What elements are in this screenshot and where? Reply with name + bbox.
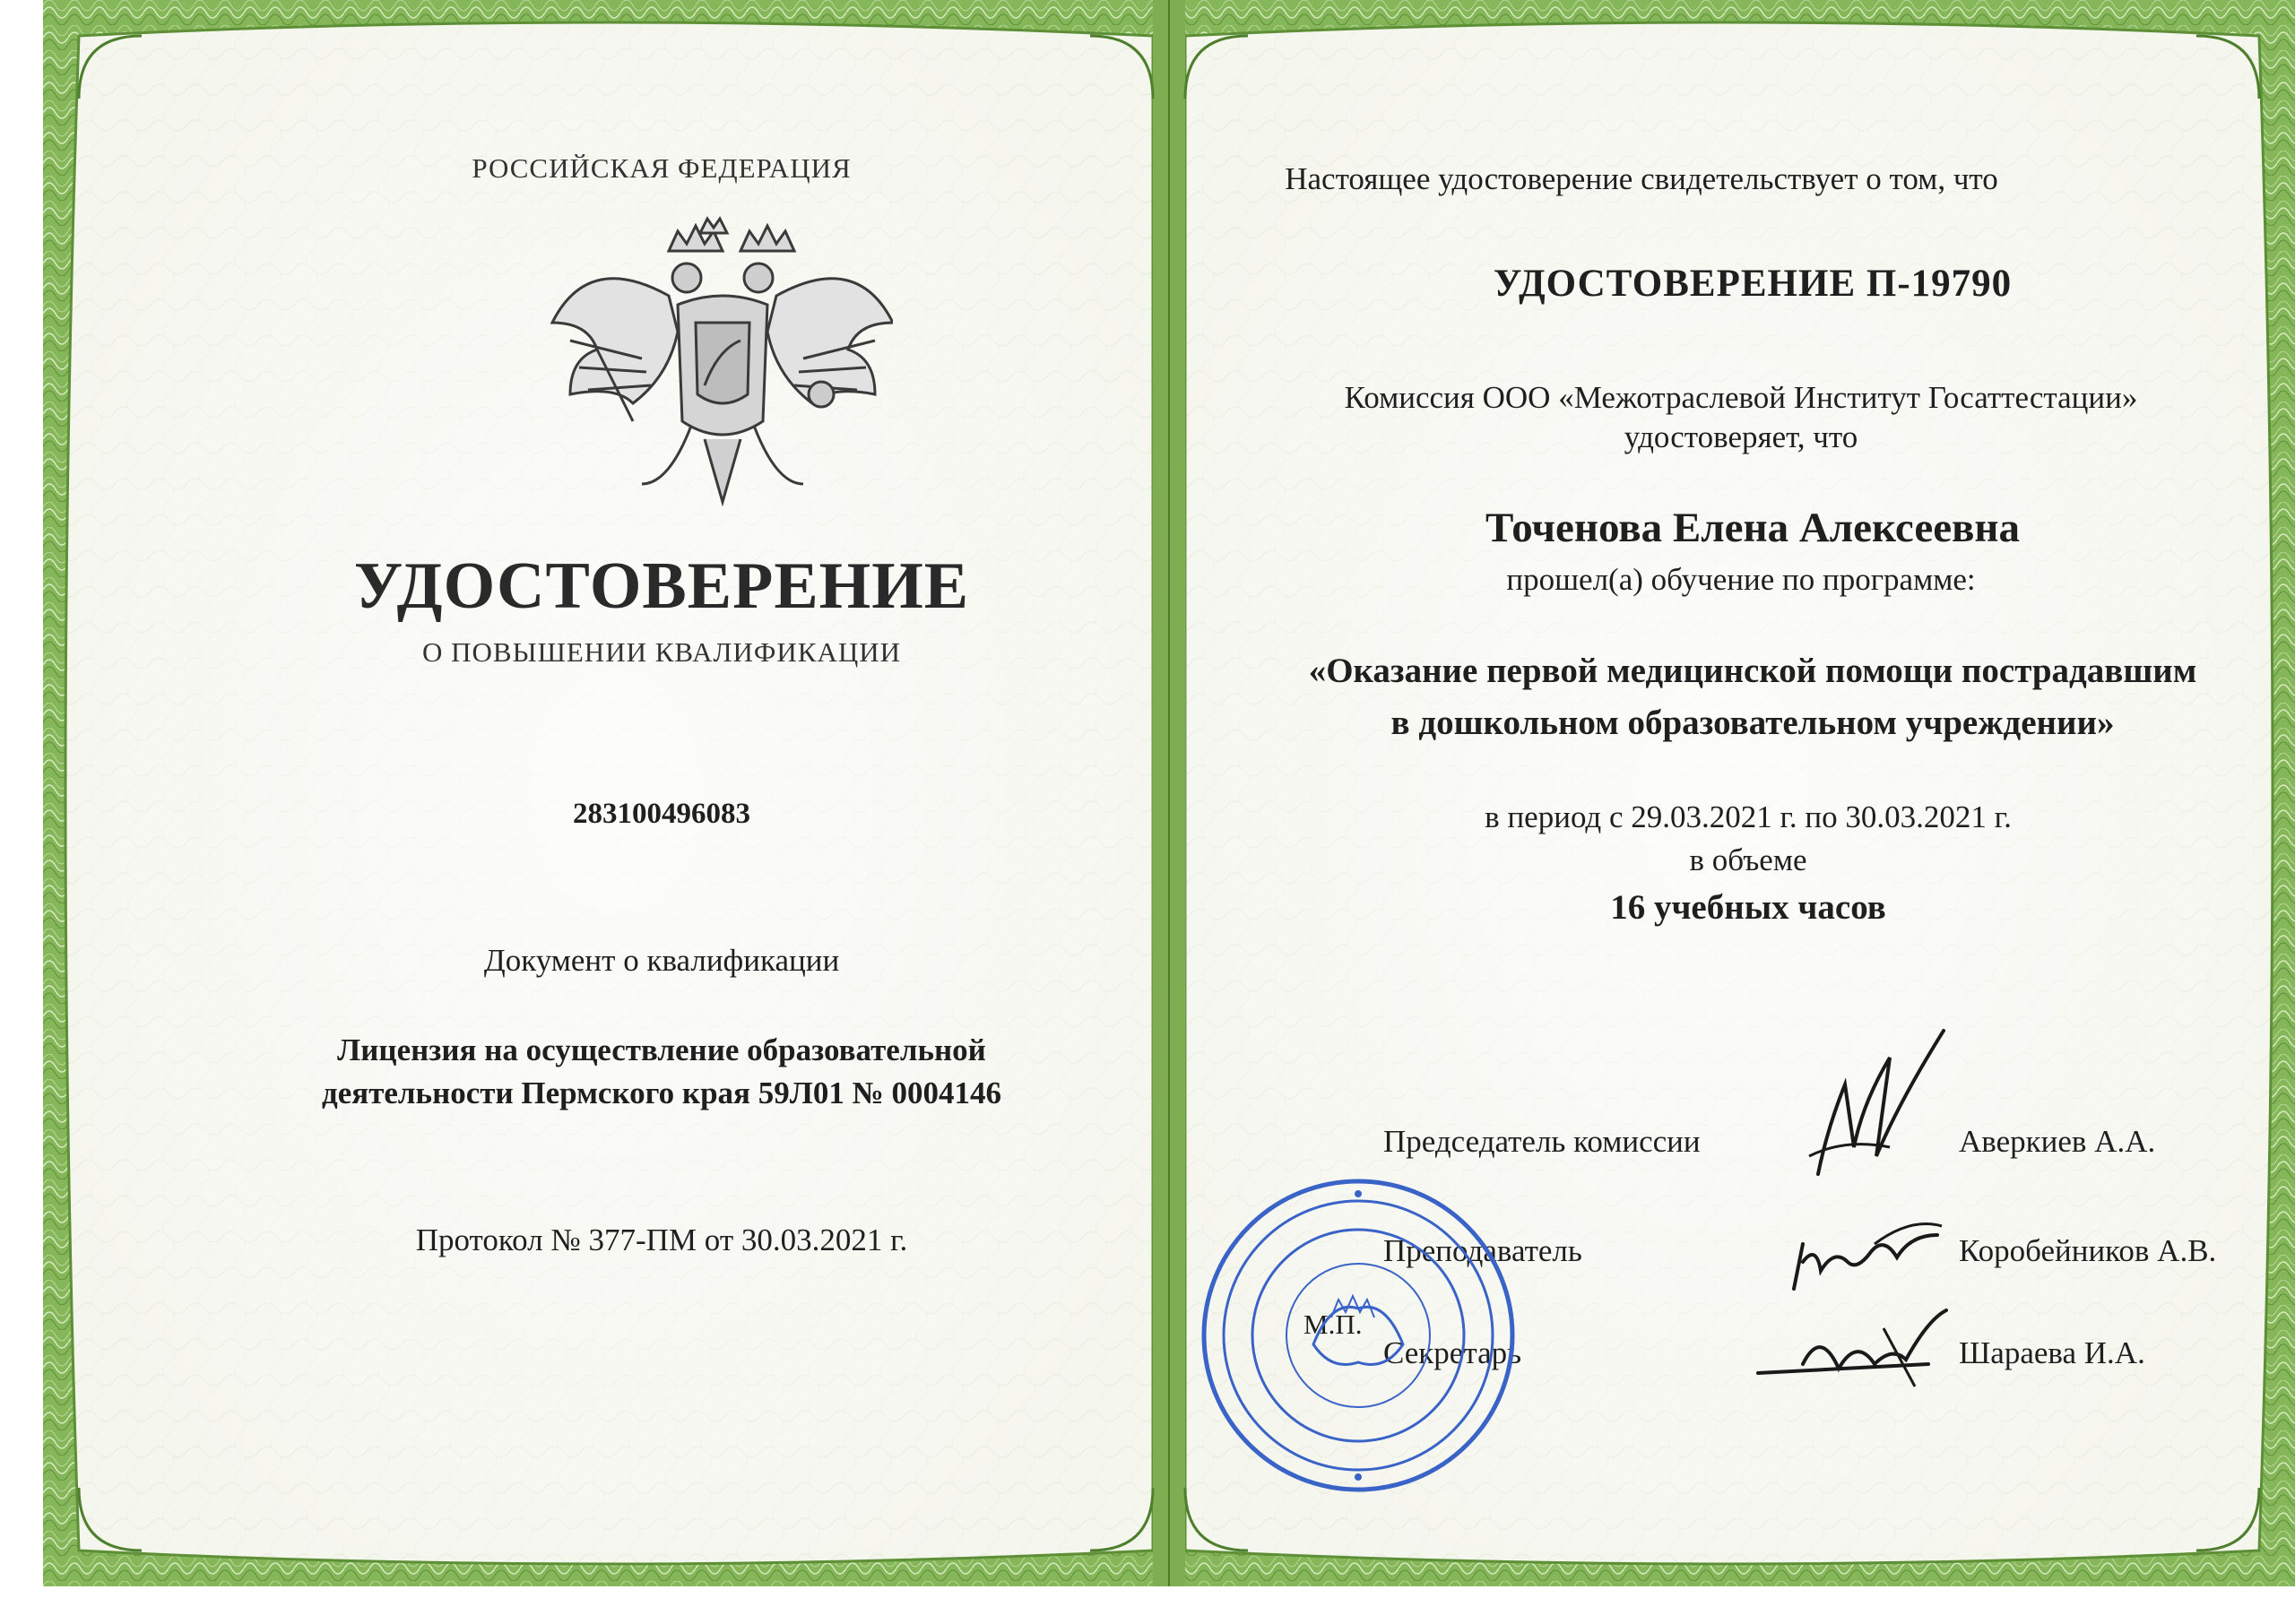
- completed-text: прошел(а) обучение по программе:: [1506, 562, 1976, 597]
- chairman-name: Аверкиев А.А.: [1959, 1124, 2156, 1159]
- teacher-name: Коробейников А.В.: [1959, 1233, 2217, 1268]
- chairman-signature-icon: [1791, 1022, 1970, 1201]
- program-line-1: «Оказание первой медицинской помощи пострадавшим: [1308, 652, 2197, 690]
- secretary-role: Секретарь: [1383, 1335, 1522, 1370]
- document-subtitle: О ПОВЫШЕНИИ КВАЛИФИКАЦИИ: [421, 636, 902, 668]
- teacher-role: Преподаватель: [1383, 1233, 1582, 1268]
- program-line-2: в дошкольном образовательном учреждении»: [1390, 704, 2115, 742]
- certificate-number: 283100496083: [573, 798, 750, 830]
- secretary-name: Шараева И.А.: [1959, 1335, 2145, 1370]
- period-text: в период с 29.03.2021 г. по 30.03.2021 г.: [1485, 799, 2012, 834]
- license-line-1: Лицензия на осуществление образовательной: [337, 1032, 986, 1067]
- country-name: РОССИЙСКАЯ ФЕДЕРАЦИЯ: [472, 152, 852, 184]
- stamp-mark: М.П.: [1303, 1309, 1363, 1340]
- hours-text: 16 учебных часов: [1610, 888, 1886, 927]
- certificate-title: УДОСТОВЕРЕНИЕ П-19790: [1493, 263, 2013, 305]
- volume-label: в объеме: [1689, 842, 1807, 877]
- coat-of-arms-icon: [534, 215, 893, 511]
- organization-seal-icon: [1197, 1174, 1520, 1497]
- commission-line-1: Комиссия ООО «Межотраслевой Институт Госаттестации»: [1344, 380, 2138, 415]
- commission-line-2: удостоверяет, что: [1624, 419, 1858, 454]
- document-title: УДОСТОВЕРЕНИЕ: [353, 549, 970, 623]
- teacher-signature-icon: [1785, 1208, 1946, 1298]
- document-type: Документ о квалификации: [483, 943, 840, 978]
- chairman-role: Председатель комиссии: [1383, 1124, 1701, 1159]
- left-page: [43, 0, 1153, 1586]
- secretary-signature-icon: [1749, 1301, 1955, 1400]
- intro-text: Настоящее удостоверение свидетельствует о том, что: [1285, 161, 1998, 196]
- license-line-2: деятельности Пермского края 59Л01 № 0004146: [322, 1075, 1001, 1110]
- person-name: Точенова Елена Алексеевна: [1485, 505, 2021, 551]
- protocol-line: Протокол № 377-ПМ от 30.03.2021 г.: [415, 1222, 908, 1257]
